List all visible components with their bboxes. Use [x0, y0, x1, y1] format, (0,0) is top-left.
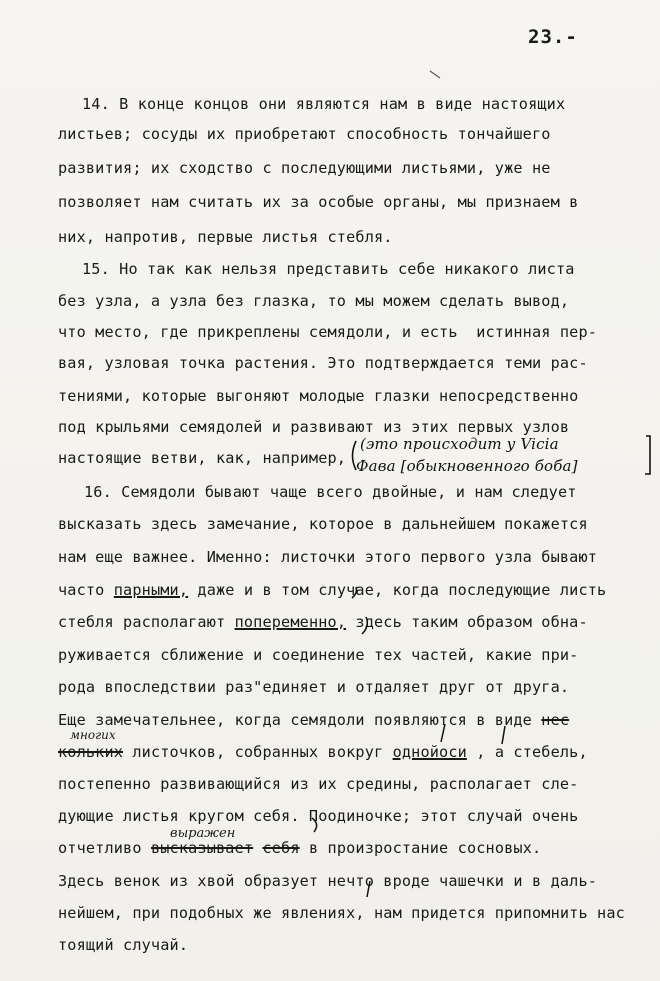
closing-bracket-mark: [645, 436, 650, 474]
handwritten-insert-vicia: (это происходит у Vicia: [360, 435, 559, 453]
comma-mark-self: [312, 818, 317, 832]
text-line-7: без узла, а узла без глазка, то мы можем сделать вывод,: [58, 292, 570, 310]
text-line-23: дующие листья кругом себя. Поодиночке; этот случай очень: [58, 807, 579, 825]
text-line-8: что место, где прикреплены семядоли, и есть истинная пер-: [58, 323, 598, 341]
handwritten-insert-faba: Фава [обыкновенного боба]: [356, 457, 578, 475]
text-line-10: тениями, которые выгоняют молодые глазки непосредственно: [58, 387, 579, 405]
text-line-5: них, напротив, первые листья стебля.: [58, 228, 393, 246]
text-line-2: листьев; сосуды их приобретают способность тончайшего: [58, 125, 551, 143]
text-line-25: Здесь венок из хвой образует нечто вроде чашечки и в даль-: [58, 872, 598, 890]
text-line-27: тоящий случай.: [58, 936, 189, 954]
text-line-24-start: отчетливо: [58, 839, 151, 857]
underlined-one-axis: однойоси: [392, 743, 467, 761]
underlined-paired: парными,: [113, 581, 189, 599]
text-line-9: вая, узловая точка растения. Это подтверждается теми рас-: [58, 354, 588, 372]
text-line-12: настоящие ветви, как, например,: [58, 449, 347, 467]
text-line-13: 16. Семядоли бывают чаще всего двойные, и нам следует: [84, 483, 577, 501]
text-line-17-tail: здесь таким образом обна-: [346, 613, 588, 631]
text-line-21-tail: , а стебель,: [466, 743, 588, 761]
text-line-14: высказать здесь замечание, которое в дальнейшем покажется: [58, 515, 588, 533]
tick-mark-one: [502, 726, 505, 744]
tick-mark-three: [367, 881, 370, 897]
handwritten-correction-expressed: выражен: [170, 826, 236, 841]
struck-word-expresses: высказывает: [150, 839, 254, 857]
text-line-3: развития; их сходство с последующими листьями, уже не: [58, 159, 551, 177]
text-line-19: рода впоследствии раз"единяет и отдаляет друг от друга.: [58, 678, 570, 696]
struck-word-self: себя: [262, 839, 300, 857]
handwritten-correction-many: многих: [70, 728, 116, 742]
struck-word-nes: нес: [541, 711, 570, 729]
text-line-20-start: Еще замечательнее, когда семядоли появляются в виде: [58, 711, 542, 729]
text-line-1: 14. В конце концов они являются нам в виде настоящих: [82, 95, 566, 113]
underlined-alternately: попеременно,: [234, 613, 347, 631]
text-line-16-tail: даже и в том случае, когда последующие листь: [188, 581, 607, 599]
text-line-26: нейшем, при подобных же явлениях, нам придется припомнить нас: [58, 904, 625, 922]
comma-mark-paired: [352, 587, 357, 598]
struck-word-kolkikh: кольких: [58, 743, 124, 761]
text-line-15: нам еще важнее. Именно: листочки этого первого узла бывают: [58, 548, 598, 566]
opening-paren-mark: [353, 441, 357, 470]
text-line-11: под крыльями семядолей и развивают из этих первых узлов: [58, 418, 570, 436]
text-line-24-tail: в произростание сосновых.: [299, 839, 542, 857]
text-line-4: позволяет нам считать их за особые органы, мы признаем в: [58, 193, 579, 211]
tick-mark-two: [441, 724, 445, 742]
text-line-16-start: часто: [58, 581, 114, 599]
page-number: 23.-: [528, 26, 578, 48]
text-line-21-mid: листочков, собранных вокруг: [123, 743, 393, 761]
text-line-17-start: стебля располагают: [58, 613, 235, 631]
comma-mark-alternately: [362, 617, 367, 634]
text-line-18: руживается сближение и соединение тех частей, какие при-: [58, 646, 579, 664]
stray-mark: [430, 71, 440, 78]
text-line-6: 15. Но так как нельзя представить себе никакого листа: [82, 260, 575, 278]
text-line-22: постепенно развивающийся из их средины, располагает сле-: [58, 775, 579, 793]
